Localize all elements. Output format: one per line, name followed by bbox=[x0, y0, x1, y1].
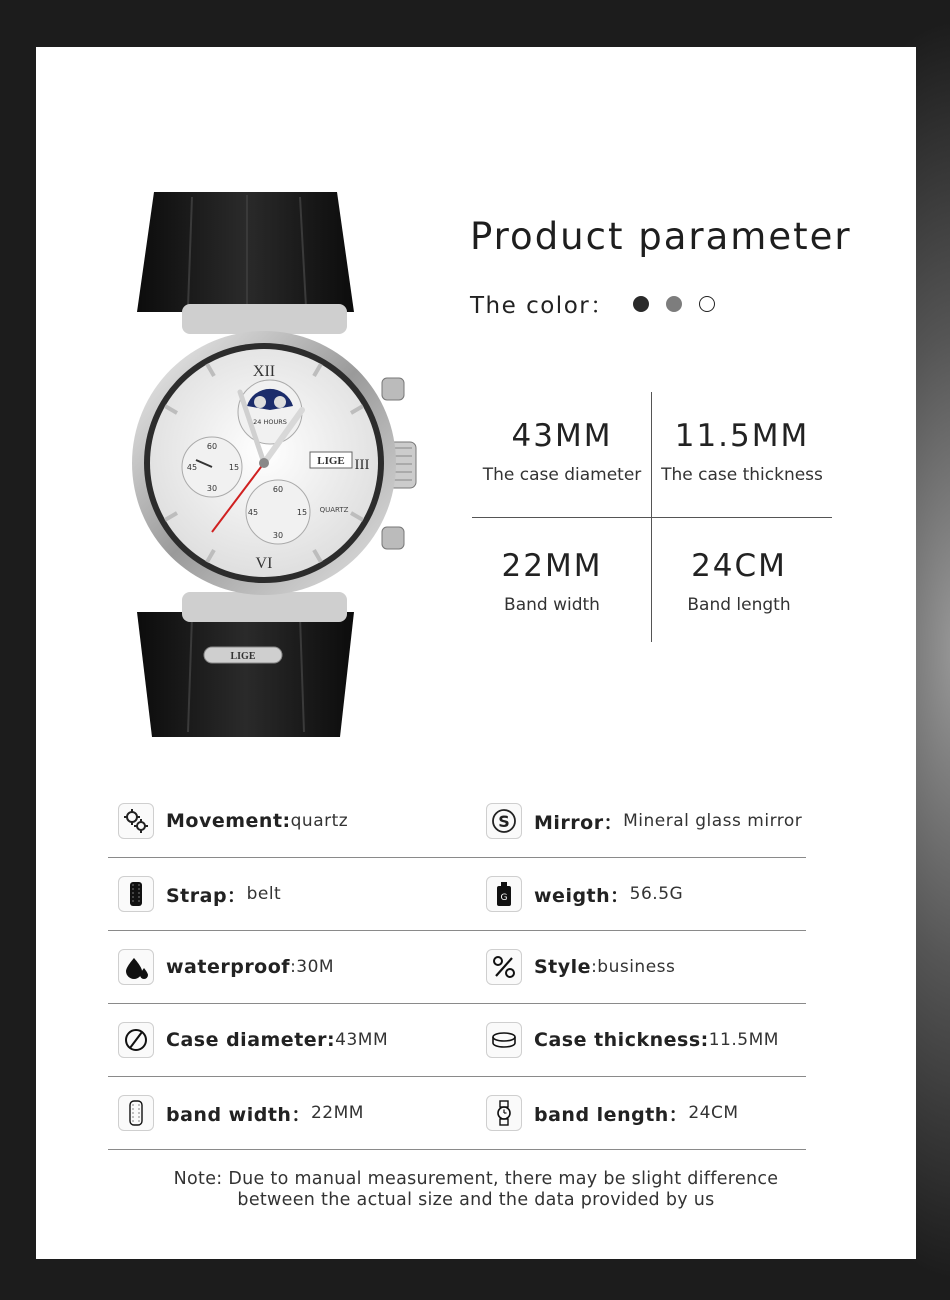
spec-row bbox=[108, 931, 806, 1004]
spec-row bbox=[108, 858, 806, 931]
svg-text:S: S bbox=[498, 812, 510, 831]
subdial-right-15: 15 bbox=[296, 508, 308, 517]
spec-value: belt bbox=[246, 884, 282, 904]
brand-logo: LIGE bbox=[317, 455, 345, 467]
page-title: Product parameter bbox=[470, 215, 852, 258]
spec-key: waterproof bbox=[166, 956, 291, 978]
spec-weight bbox=[486, 858, 683, 930]
note-line-2: between the actual size and the data provided by us bbox=[237, 1190, 715, 1210]
spec-row bbox=[108, 1077, 806, 1150]
note-line-1: Note: Due to manual measurement, there may be slight difference bbox=[173, 1169, 779, 1189]
strap-icon bbox=[118, 876, 154, 912]
band-width-icon bbox=[118, 1095, 154, 1131]
param-label: The case thickness bbox=[661, 465, 823, 485]
water-drop-icon bbox=[118, 949, 154, 985]
spec-key: weigth： bbox=[534, 884, 630, 907]
color-swatch-white[interactable] bbox=[699, 296, 715, 312]
color-label: The color： bbox=[470, 293, 615, 319]
spec-row bbox=[108, 1004, 806, 1077]
spec-value: 43MM bbox=[335, 1030, 389, 1050]
param-band-width bbox=[462, 547, 642, 615]
spec-value: 24CM bbox=[688, 1103, 739, 1123]
subdial-right-60: 60 bbox=[272, 485, 284, 494]
param-case-diameter bbox=[472, 417, 652, 485]
param-label: Band length bbox=[687, 595, 791, 615]
spec-case-diameter bbox=[118, 1004, 388, 1076]
param-value: 24CM bbox=[691, 548, 787, 584]
spec-key: Case thickness: bbox=[534, 1029, 709, 1051]
mirror-s-icon bbox=[486, 803, 522, 839]
measurement-note bbox=[36, 1169, 916, 1211]
spec-band-width bbox=[118, 1077, 364, 1149]
subdial-right-30: 30 bbox=[272, 531, 284, 540]
diameter-icon bbox=[118, 1022, 154, 1058]
spec-key: Style bbox=[534, 956, 592, 978]
spec-value: :business bbox=[591, 957, 676, 977]
spec-key: band width： bbox=[166, 1103, 311, 1126]
strap-logo: LIGE bbox=[230, 651, 256, 662]
subdial-right-45: 45 bbox=[247, 508, 259, 517]
spec-mirror bbox=[486, 785, 802, 857]
color-options bbox=[470, 287, 732, 320]
subdial-left-45: 45 bbox=[186, 463, 198, 472]
grid-divider-horizontal bbox=[472, 517, 832, 518]
spec-key: Mirror： bbox=[534, 811, 624, 834]
spec-movement bbox=[118, 785, 348, 857]
param-case-thickness bbox=[652, 417, 832, 485]
param-label: The case diameter bbox=[482, 465, 642, 485]
watch-image bbox=[92, 192, 422, 737]
spec-band-length bbox=[486, 1077, 738, 1149]
percent-icon bbox=[486, 949, 522, 985]
spec-value: Mineral glass mirror bbox=[623, 811, 803, 831]
spec-value: 11.5MM bbox=[708, 1030, 779, 1050]
numeral-iii: III bbox=[354, 457, 370, 473]
spec-key: band length： bbox=[534, 1103, 689, 1126]
case-thickness-icon bbox=[486, 1022, 522, 1058]
color-swatch-black[interactable] bbox=[633, 296, 649, 312]
spec-case-thickness bbox=[486, 1004, 779, 1076]
gears-icon bbox=[118, 803, 154, 839]
param-value: 22MM bbox=[501, 548, 603, 584]
spec-value: quartz bbox=[290, 811, 349, 831]
param-value: 43MM bbox=[511, 418, 613, 454]
color-swatch-gray[interactable] bbox=[666, 296, 682, 312]
param-band-length bbox=[649, 547, 829, 615]
watch-band-icon bbox=[486, 1095, 522, 1131]
spec-value: 22MM bbox=[310, 1103, 364, 1123]
numeral-xii: XII bbox=[252, 363, 276, 380]
spec-style bbox=[486, 931, 675, 1003]
spec-key: Strap： bbox=[166, 884, 247, 907]
spec-key: Movement: bbox=[166, 810, 291, 832]
weight-icon-letter: G bbox=[500, 893, 508, 903]
spec-value: :30M bbox=[290, 957, 335, 977]
spec-waterproof bbox=[118, 931, 334, 1003]
subdial-left-15: 15 bbox=[228, 463, 240, 472]
param-label: Band width bbox=[504, 595, 600, 615]
parameter-grid bbox=[472, 392, 832, 642]
spec-row bbox=[108, 785, 806, 858]
quartz-label: QUARTZ bbox=[319, 506, 349, 514]
weight-icon bbox=[486, 876, 522, 912]
subdial-left-30: 30 bbox=[206, 484, 218, 493]
spec-strap bbox=[118, 858, 281, 930]
numeral-vi: VI bbox=[255, 555, 273, 572]
spec-value: 56.5G bbox=[629, 884, 684, 904]
subdial-left-60: 60 bbox=[206, 442, 218, 451]
parameter-card bbox=[36, 47, 916, 1259]
spec-key: Case diameter: bbox=[166, 1029, 336, 1051]
spec-list bbox=[108, 785, 806, 1150]
subdial-24h-label: 24 HOURS bbox=[253, 418, 287, 426]
param-value: 11.5MM bbox=[674, 418, 810, 454]
